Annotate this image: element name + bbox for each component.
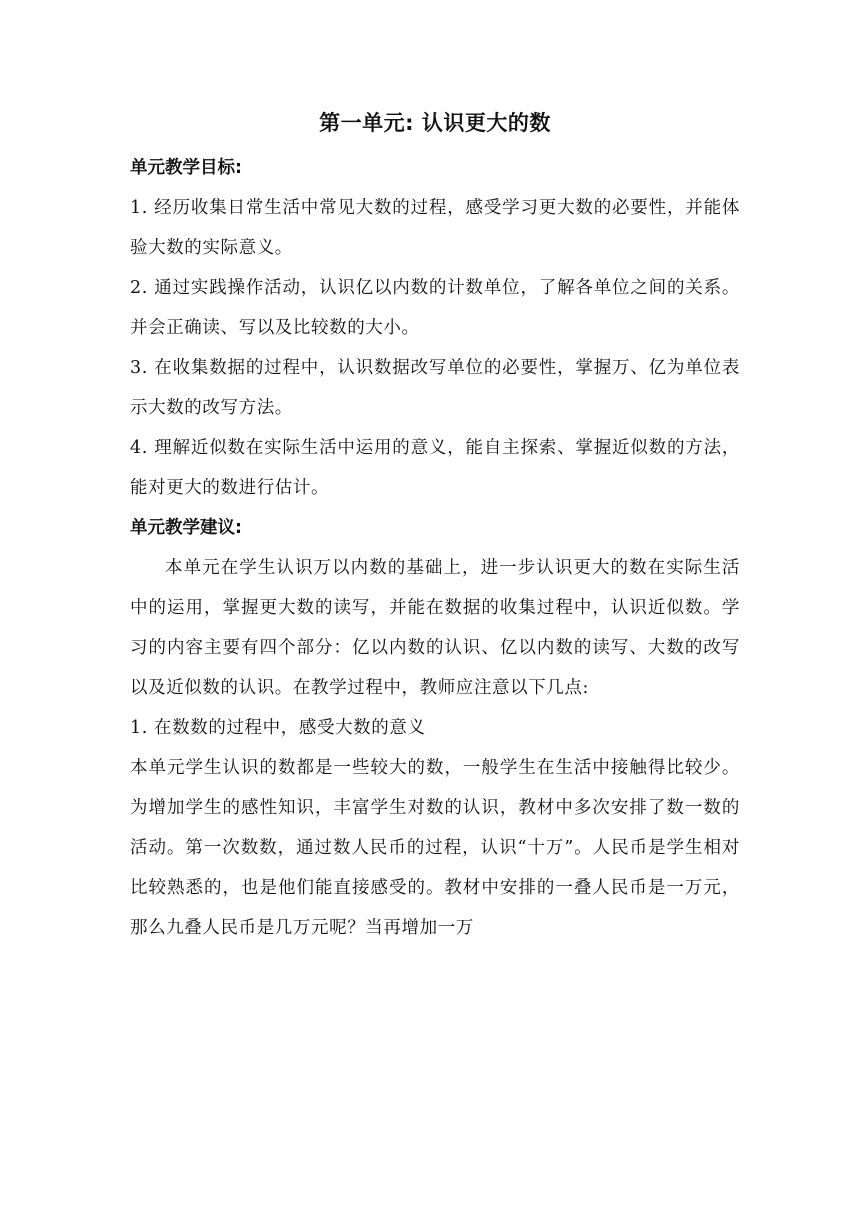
goal-item-3: 3. 在收集数据的过程中，认识数据改写单位的必要性，掌握万、亿为单位表示大数的改写方法。	[130, 358, 740, 418]
goal-item-2: 2. 通过实践操作活动，认识亿以内数的计数单位，了解各单位之间的关系。并会正确读、写以及比较数的大小。	[130, 278, 740, 338]
document-page	[130, 108, 740, 948]
document-title: 第一单元: 认识更大的数	[319, 111, 551, 135]
goal-item-4: 4. 理解近似数在实际生活中运用的意义，能自主探索、掌握近似数的方法，能对更大的数进行估计。	[130, 438, 740, 498]
point-1-heading: 1. 在数数的过程中，感受大数的意义	[130, 718, 426, 738]
intro-paragraph: 本单元在学生认识万以内数的基础上，进一步认识更大的数在实际生活中的运用，掌握更大数的读写，并能在数据的收集过程中，认识近似数。学习的内容主要有四个部分：亿以内数的认识、亿以内数的读写、大数的改写以及近似数的认识。在教学过程中，教师应注意以下几点:	[130, 558, 740, 698]
point-1-text: 本单元学生认识的数都是一些较大的数，一般学生在生活中接触得比较少。为增加学生的感性知识，丰富学生对数的认识，教材中多次安排了数一数的活动。第一次数数，通过数人民币的过程，认识“十万”。人民币是学生相对比较熟悉的，也是他们能直接感受的。教材中安排的一叠人民币是一万元，那么九叠人民币是几万元呢？当再增加一万	[130, 758, 740, 938]
goal-item-1: 1. 经历收集日常生活中常见大数的过程，感受学习更大数的必要性，并能体验大数的实际意义。	[130, 198, 740, 258]
suggestions-heading: 单元教学建议:	[130, 518, 242, 538]
goals-heading: 单元教学目标:	[130, 158, 242, 178]
